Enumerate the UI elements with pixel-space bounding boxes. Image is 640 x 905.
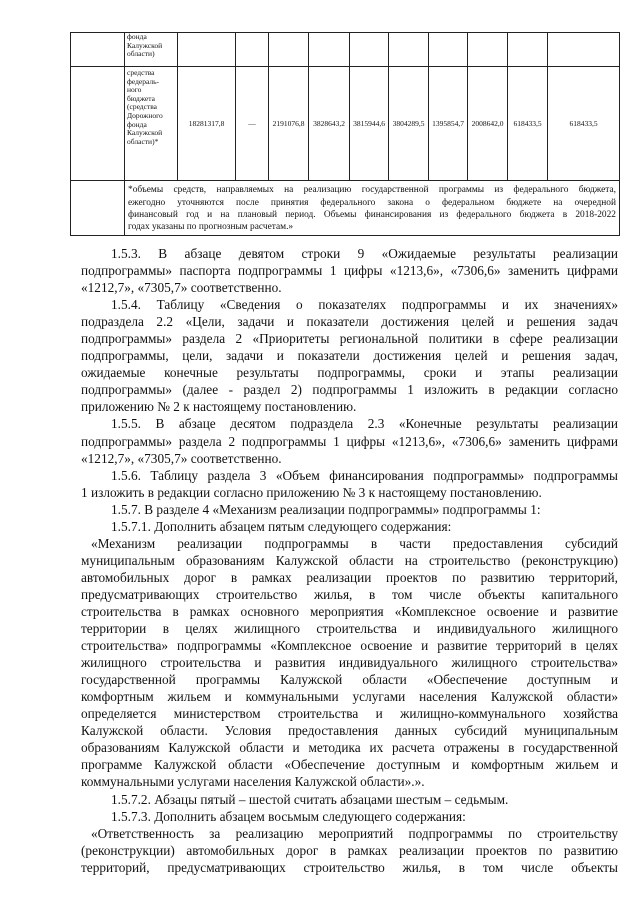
paragraph-quoted-mechanism: «Механизм реализации подпрограммы в части предоставления субсидий муниципальным образованиям Калужской области на строительство (реконструкцию) автомобильных дорог в рамках реализации проектов по развитию территорий, предусматривающих строительство жилья, в том числе объекты капитального строительства в рамках основного мероприятия «Комплексное освоение и развитие территории в целях жилищного строительства и индивидуального жилищного строительства» подпрограммы «Комплексное освоение и развитие территорий в целях жилищного строительства и развития индивидуального жилищного строительства» государственной программы Калужской области «Обеспечение доступным и комфортным жильем и коммунальными услугами населения Калужской области» определяется министерством строительства и жилищно-коммунального хозяйства Калужской области. Условия предоставления данных субсидий муниципальным образованиям Калужской области и методика их расчета отражены в государственной программе Калужской области «Обеспечение доступным и комфортным жильем и коммунальными услугами населения Калужской области».».	[81, 535, 618, 790]
value-2015: 2191076,8	[269, 67, 309, 181]
value-2022: 618433,5	[548, 67, 620, 181]
row-label-regional-fund: фонда Калужской области)	[125, 33, 178, 67]
table-row	[71, 67, 620, 181]
financing-table	[70, 32, 620, 236]
paragraph-1-5-7: 1.5.7. В разделе 4 «Механизм реализации подпрограммы» подпрограммы 1:	[111, 501, 541, 517]
value-2016: 3828643,2	[309, 67, 350, 181]
paragraph-quoted-responsibility: «Ответственность за реализацию мероприятий подпрограммы по строительству (реконструкции) автомобильных дорог в рамках реализации проектов по развитию территорий, предусматривающих строительство жилья, в том числе объекты	[81, 825, 618, 875]
paragraph-1-5-7-1: 1.5.7.1. Дополнить абзацем пятым следующего содержания:	[111, 518, 452, 534]
value-2019: 1395854,7	[429, 67, 468, 181]
row-label-federal-budget: средства федераль- ного бюджета (средства Дорожного фонда Калужской области)*	[125, 67, 178, 181]
value-2018: 3804289,5	[389, 67, 429, 181]
table-footnote: *объемы средств, направляемых на реализацию государственной программы из федерального бюджета, ежегодно уточняются после принятия федерального закона о федеральном бюджете на очередной финансовый год и на плановый период. Объемы финансирования из федерального бюджета в 2018-2022 годах указаны по прогнозным расчетам.»	[125, 181, 620, 236]
value-2014: —	[236, 67, 269, 181]
table-row	[71, 33, 620, 67]
value-2017: 3815944,6	[350, 67, 389, 181]
paragraph-1-5-7-2: 1.5.7.2. Абзацы пятый – шестой считать абзацами шестым – седьмым.	[111, 791, 509, 807]
table-row	[71, 181, 620, 236]
paragraph-1-5-7-3: 1.5.7.3. Дополнить абзацем восьмым следующего содержания:	[111, 808, 466, 824]
value-2020: 2008642,0	[468, 67, 508, 181]
paragraph-1-5-6: 1.5.6. Таблицу раздела 3 «Объем финансирования подпрограммы» подпрограммы 1 изложить в редакции согласно приложению № 3 к настоящему постановлению.	[81, 467, 618, 500]
paragraph-1-5-4: 1.5.4. Таблицу «Сведения о показателях подпрограммы и их значениях» подраздела 2.2 «Цели, задачи и показатели достижения целей и решения задач подпрограммы» раздела 2 «Приоритеты региональной политики в сфере реализации подпрограммы, цели, задачи и показатели достижения целей и решения задач, ожидаемые конечные результаты подпрограммы, сроки и этапы реализации подпрограммы» (далее - раздел 2) подпрограммы 1 изложить в редакции согласно приложению № 2 к настоящему постановлению.	[81, 297, 618, 415]
paragraph-1-5-3: 1.5.3. В абзаце девятом строки 9 «Ожидаемые результаты реализации подпрограммы» паспорта подпрограммы 1 цифры «1213,6», «7306,6» заменить цифрами «1212,7», «7305,7» соответственно.	[81, 246, 618, 296]
document-body	[81, 245, 618, 876]
paragraph-1-5-5: 1.5.5. В абзаце десятом подраздела 2.3 «Конечные результаты реализации подпрограммы» раздела 2 подпрограммы 1 цифры «1213,6», «7306,6» заменить цифрами «1212,7», «7305,7» соответственно.	[81, 416, 618, 466]
value-2021: 618433,5	[508, 67, 548, 181]
value-total: 18281317,8	[178, 67, 236, 181]
